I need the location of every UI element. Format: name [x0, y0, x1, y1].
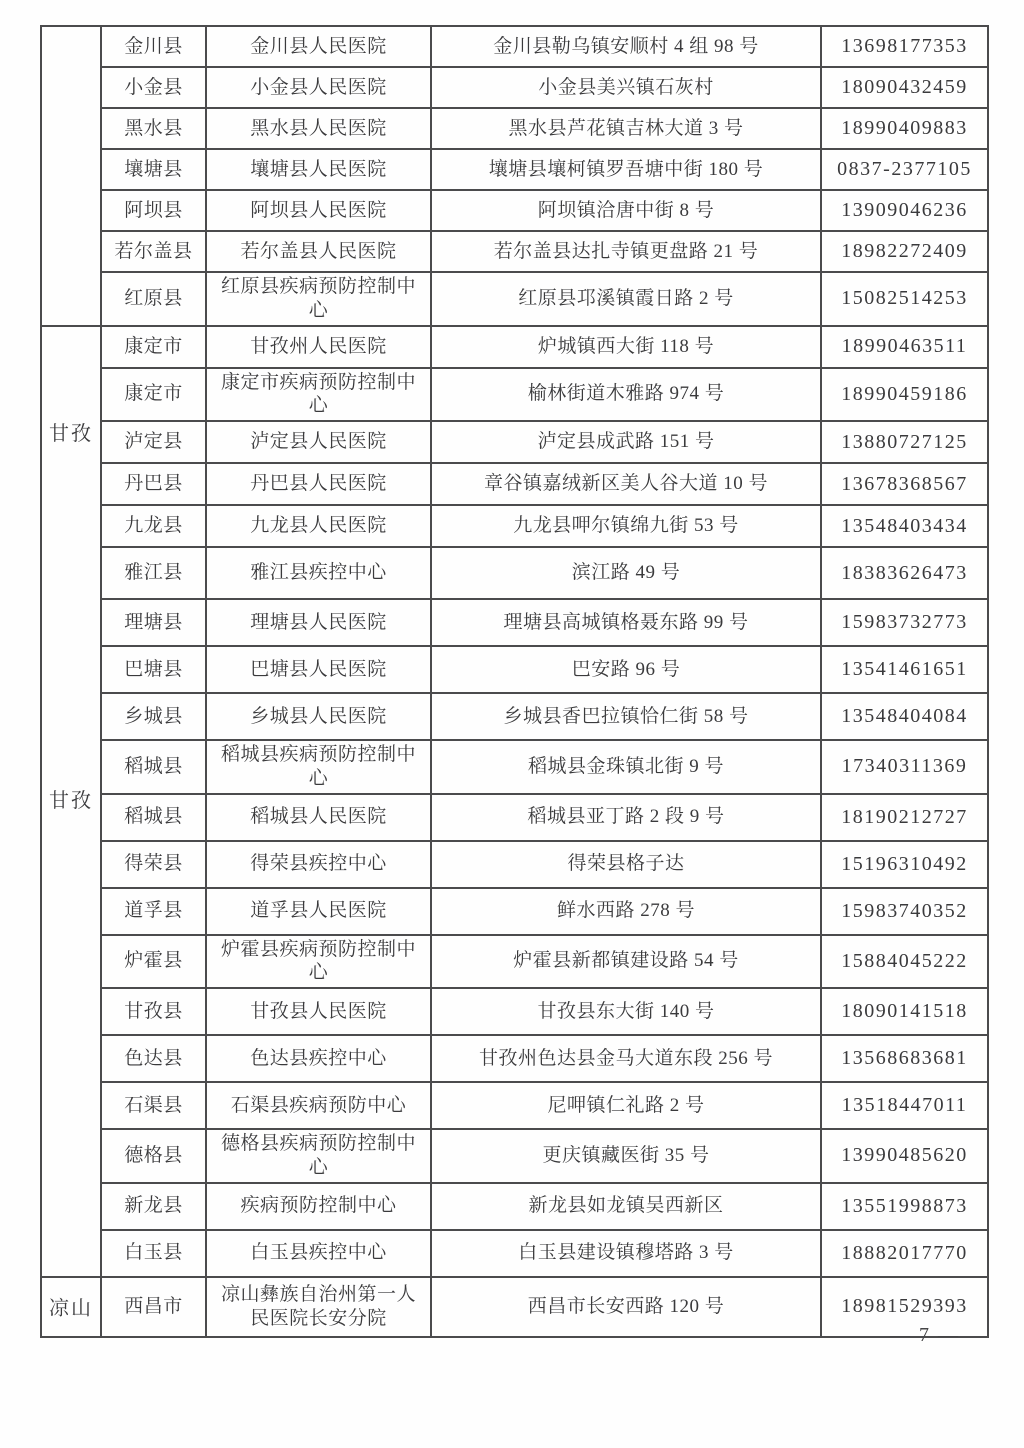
table-row [41, 67, 988, 108]
phone-cell: 18982272409 [821, 231, 988, 272]
table-row [41, 888, 988, 935]
facility-cell: 甘孜州人民医院 [206, 326, 431, 368]
facility-cell: 疾病预防控制中心 [206, 1183, 431, 1230]
address-cell: 炉霍县新都镇建设路 54 号 [431, 935, 821, 989]
county-cell: 乡城县 [101, 693, 206, 740]
address-cell: 阿坝镇洽唐中街 8 号 [431, 190, 821, 231]
address-cell: 新龙县如龙镇吴西新区 [431, 1183, 821, 1230]
county-cell: 巴塘县 [101, 646, 206, 693]
address-cell: 得荣县格子达 [431, 841, 821, 888]
phone-cell: 13990485620 [821, 1129, 988, 1183]
address-cell: 甘孜州色达县金马大道东段 256 号 [431, 1035, 821, 1082]
page-number: — 7 — [890, 1324, 960, 1346]
region-cell [41, 26, 101, 326]
address-cell: 小金县美兴镇石灰村 [431, 67, 821, 108]
table-row [41, 1183, 988, 1230]
facility-cell: 康定市疾病预防控制中心 [206, 368, 431, 422]
facility-cell: 甘孜县人民医院 [206, 988, 431, 1035]
county-cell: 石渠县 [101, 1082, 206, 1129]
phone-cell: 18882017770 [821, 1230, 988, 1277]
facility-cell: 泸定县人民医院 [206, 421, 431, 463]
phone-cell: 17340311369 [821, 740, 988, 794]
table-row [41, 108, 988, 149]
table-row [41, 935, 988, 989]
table-row [41, 1082, 988, 1129]
facility-cell: 金川县人民医院 [206, 26, 431, 67]
county-cell: 九龙县 [101, 505, 206, 547]
facility-cell: 色达县疾控中心 [206, 1035, 431, 1082]
phone-cell: 18990459186 [821, 368, 988, 422]
phone-cell: 13909046236 [821, 190, 988, 231]
address-cell: 壤塘县壤柯镇罗吾塘中街 180 号 [431, 149, 821, 190]
address-cell: 滨江路 49 号 [431, 547, 821, 599]
county-cell: 阿坝县 [101, 190, 206, 231]
table-row [41, 505, 988, 547]
county-cell: 小金县 [101, 67, 206, 108]
region-label: 甘孜 [49, 789, 93, 812]
region-label: 甘孜 [49, 422, 93, 445]
table-row [41, 326, 988, 368]
phone-cell: 15983740352 [821, 888, 988, 935]
facility-cell: 道孚县人民医院 [206, 888, 431, 935]
address-cell: 乡城县香巴拉镇恰仁街 58 号 [431, 693, 821, 740]
address-cell: 金川县勒乌镇安顺村 4 组 98 号 [431, 26, 821, 67]
address-cell: 白玉县建设镇穆塔路 3 号 [431, 1230, 821, 1277]
facility-cell: 壤塘县人民医院 [206, 149, 431, 190]
facility-cell: 德格县疾病预防控制中心 [206, 1129, 431, 1183]
table-row [41, 599, 988, 646]
phone-cell: 13541461651 [821, 646, 988, 693]
county-cell: 黑水县 [101, 108, 206, 149]
county-cell: 甘孜县 [101, 988, 206, 1035]
facility-cell: 阿坝县人民医院 [206, 190, 431, 231]
facility-cell: 小金县人民医院 [206, 67, 431, 108]
county-cell: 泸定县 [101, 421, 206, 463]
county-cell: 若尔盖县 [101, 231, 206, 272]
address-cell: 甘孜县东大街 140 号 [431, 988, 821, 1035]
county-cell: 稻城县 [101, 794, 206, 841]
facility-cell: 稻城县疾病预防控制中心 [206, 740, 431, 794]
address-cell: 西昌市长安西路 120 号 [431, 1277, 821, 1337]
county-cell: 金川县 [101, 26, 206, 67]
phone-cell: 13698177353 [821, 26, 988, 67]
address-cell: 红原县邛溪镇霞日路 2 号 [431, 272, 821, 326]
contact-table-body [41, 26, 988, 1337]
facility-cell: 凉山彝族自治州第一人民医院长安分院 [206, 1277, 431, 1337]
table-row [41, 841, 988, 888]
address-cell: 九龙县呷尔镇绵九街 53 号 [431, 505, 821, 547]
facility-cell: 丹巴县人民医院 [206, 463, 431, 505]
county-cell: 壤塘县 [101, 149, 206, 190]
phone-cell: 18190212727 [821, 794, 988, 841]
table-row [41, 1035, 988, 1082]
table-row [41, 693, 988, 740]
phone-cell: 15196310492 [821, 841, 988, 888]
county-cell: 雅江县 [101, 547, 206, 599]
table-row [41, 421, 988, 463]
table-row [41, 272, 988, 326]
facility-cell: 得荣县疾控中心 [206, 841, 431, 888]
facility-cell: 乡城县人民医院 [206, 693, 431, 740]
region-label: 凉山 [49, 1297, 93, 1319]
county-cell: 白玉县 [101, 1230, 206, 1277]
address-cell: 黑水县芦花镇吉林大道 3 号 [431, 108, 821, 149]
address-cell: 若尔盖县达扎寺镇更盘路 21 号 [431, 231, 821, 272]
address-cell: 章谷镇嘉绒新区美人谷大道 10 号 [431, 463, 821, 505]
region-cell [41, 1277, 101, 1337]
address-cell: 尼呷镇仁礼路 2 号 [431, 1082, 821, 1129]
county-cell: 理塘县 [101, 599, 206, 646]
table-row [41, 1277, 988, 1337]
phone-cell: 13518447011 [821, 1082, 988, 1129]
table-row [41, 231, 988, 272]
phone-cell: 13548404084 [821, 693, 988, 740]
phone-cell: 18990409883 [821, 108, 988, 149]
table-row [41, 794, 988, 841]
facility-cell: 红原县疾病预防控制中心 [206, 272, 431, 326]
county-cell: 色达县 [101, 1035, 206, 1082]
facility-cell: 理塘县人民医院 [206, 599, 431, 646]
facility-cell: 石渠县疾病预防中心 [206, 1082, 431, 1129]
table-row [41, 190, 988, 231]
phone-cell: 18990463511 [821, 326, 988, 368]
facility-cell: 若尔盖县人民医院 [206, 231, 431, 272]
table-row [41, 463, 988, 505]
county-cell: 丹巴县 [101, 463, 206, 505]
address-cell: 榆林街道木雅路 974 号 [431, 368, 821, 422]
phone-cell: 15983732773 [821, 599, 988, 646]
table-row [41, 740, 988, 794]
county-cell: 西昌市 [101, 1277, 206, 1337]
address-cell: 理塘县高城镇格聂东路 99 号 [431, 599, 821, 646]
facility-cell: 黑水县人民医院 [206, 108, 431, 149]
county-cell: 康定市 [101, 368, 206, 422]
phone-cell: 13568683681 [821, 1035, 988, 1082]
phone-cell: 13678368567 [821, 463, 988, 505]
address-cell: 稻城县亚丁路 2 段 9 号 [431, 794, 821, 841]
phone-cell: 18090141518 [821, 988, 988, 1035]
county-cell: 新龙县 [101, 1183, 206, 1230]
phone-cell: 13548403434 [821, 505, 988, 547]
facility-cell: 雅江县疾控中心 [206, 547, 431, 599]
region-cell [41, 326, 101, 1277]
facility-cell: 稻城县人民医院 [206, 794, 431, 841]
table-row [41, 988, 988, 1035]
phone-cell: 15082514253 [821, 272, 988, 326]
facility-cell: 九龙县人民医院 [206, 505, 431, 547]
phone-cell: 15884045222 [821, 935, 988, 989]
address-cell: 炉城镇西大街 118 号 [431, 326, 821, 368]
address-cell: 鲜水西路 278 号 [431, 888, 821, 935]
phone-cell: 13551998873 [821, 1183, 988, 1230]
address-cell: 稻城县金珠镇北街 9 号 [431, 740, 821, 794]
vaccination-contact-table [40, 25, 989, 1338]
table-row [41, 547, 988, 599]
phone-cell: 18981529393 [821, 1277, 988, 1337]
county-cell: 道孚县 [101, 888, 206, 935]
phone-cell: 13880727125 [821, 421, 988, 463]
address-cell: 更庆镇藏医街 35 号 [431, 1129, 821, 1183]
county-cell: 德格县 [101, 1129, 206, 1183]
facility-cell: 白玉县疾控中心 [206, 1230, 431, 1277]
table-row [41, 149, 988, 190]
table-row [41, 646, 988, 693]
table-row [41, 368, 988, 422]
county-cell: 康定市 [101, 326, 206, 368]
table-row [41, 26, 988, 67]
facility-cell: 巴塘县人民医院 [206, 646, 431, 693]
table-row [41, 1129, 988, 1183]
table-row [41, 1230, 988, 1277]
county-cell: 稻城县 [101, 740, 206, 794]
phone-cell: 18090432459 [821, 67, 988, 108]
address-cell: 巴安路 96 号 [431, 646, 821, 693]
phone-cell: 18383626473 [821, 547, 988, 599]
facility-cell: 炉霍县疾病预防控制中心 [206, 935, 431, 989]
county-cell: 得荣县 [101, 841, 206, 888]
county-cell: 红原县 [101, 272, 206, 326]
county-cell: 炉霍县 [101, 935, 206, 989]
address-cell: 泸定县成武路 151 号 [431, 421, 821, 463]
phone-cell: 0837-2377105 [821, 149, 988, 190]
